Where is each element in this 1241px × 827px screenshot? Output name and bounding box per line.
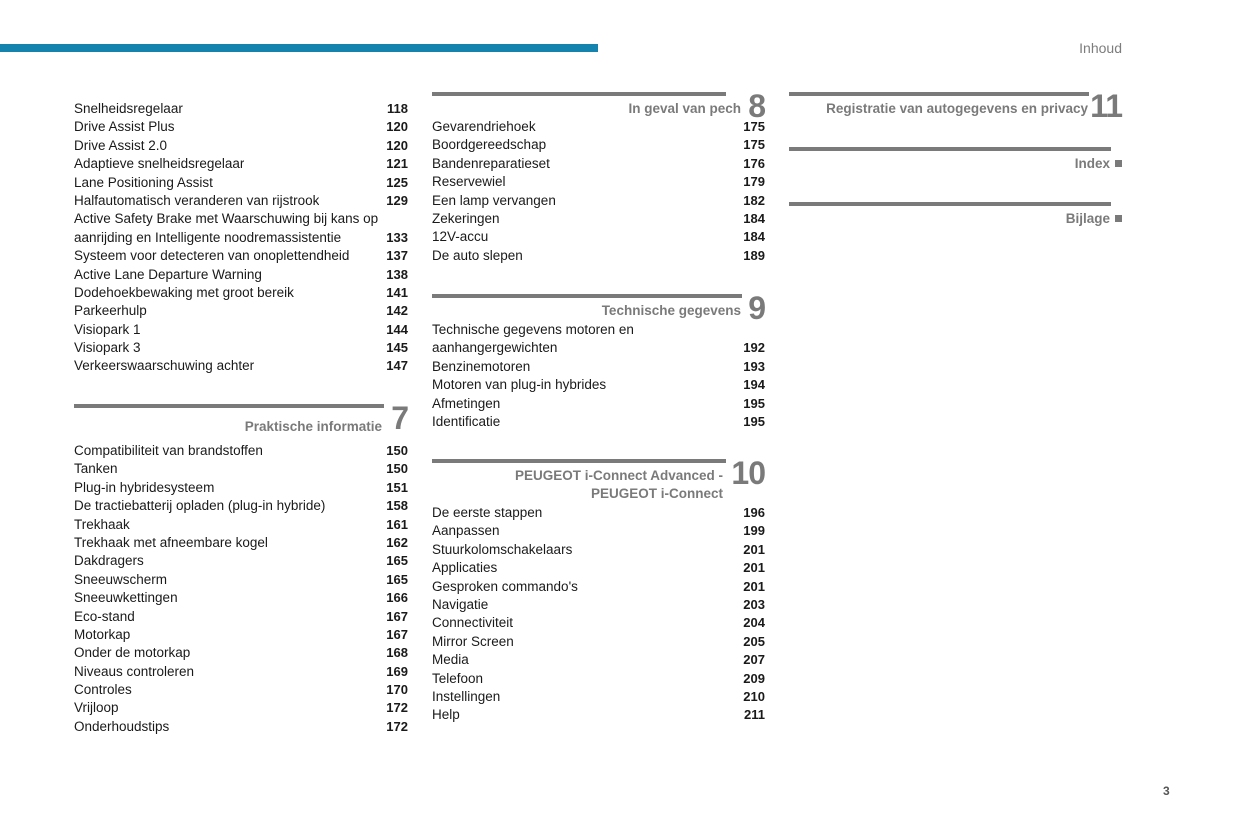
toc-entry-page: 201 xyxy=(743,541,765,557)
toc-entry-title: Media xyxy=(432,652,469,668)
section-header xyxy=(789,88,1122,130)
toc-entry-title: Motoren van plug-in hybrides xyxy=(432,377,607,393)
toc-entry-title: Technische gegevens motoren en xyxy=(432,321,634,337)
toc-section-10 xyxy=(432,455,765,725)
toc-entry-title: Dodehoekbewaking met groot bereik xyxy=(74,284,294,300)
section-title[interactable]: Registratie van autogegevens en privacy xyxy=(826,101,1088,116)
toc-entry-title: Telefoon xyxy=(432,670,484,686)
toc-entry-title: Identificatie xyxy=(432,413,501,429)
toc-entry[interactable] xyxy=(432,321,765,339)
toc-entry[interactable] xyxy=(74,284,408,302)
toc-entry-title: Motorkap xyxy=(74,626,131,642)
toc-entry-page: 196 xyxy=(743,504,765,520)
toc-entry-title: Aanpassen xyxy=(432,523,500,539)
toc-entry-title: Gesproken commando's xyxy=(432,578,578,594)
page-number: 3 xyxy=(1163,784,1170,798)
toc-entry-page: 151 xyxy=(386,479,408,495)
section-title[interactable] xyxy=(515,467,723,504)
toc-entry[interactable] xyxy=(74,118,408,136)
toc-entry-page: 170 xyxy=(386,682,408,698)
toc-entry[interactable] xyxy=(74,137,408,155)
toc-entry-page: 166 xyxy=(386,590,408,606)
toc-entry[interactable] xyxy=(74,155,408,173)
toc-entry-title: Active Lane Departure Warning xyxy=(74,266,262,282)
toc-entry[interactable] xyxy=(432,706,765,724)
section-title-line-1: PEUGEOT i-Connect Advanced - xyxy=(514,468,723,483)
section-header xyxy=(789,147,1122,185)
toc-section-11 xyxy=(789,88,1122,130)
toc-entry-title: Compatibiliteit van brandstoffen xyxy=(74,442,263,458)
section-divider xyxy=(74,404,384,408)
toc-entry-page: 207 xyxy=(743,652,765,668)
toc-entry[interactable] xyxy=(432,210,765,228)
accent-bar xyxy=(0,44,598,52)
section-number: 9 xyxy=(748,290,765,326)
toc-entry-page: 141 xyxy=(386,284,408,300)
toc-entry[interactable] xyxy=(74,442,408,460)
toc-entry-page: 211 xyxy=(744,707,765,723)
toc-entry-title: Sneeuwkettingen xyxy=(74,590,178,606)
toc-entry[interactable] xyxy=(74,663,408,681)
toc-entry[interactable] xyxy=(74,644,408,662)
toc-entry-page: 179 xyxy=(743,174,765,190)
toc-entry-title: Gevarendriehoek xyxy=(432,118,536,134)
toc-entry[interactable] xyxy=(74,626,408,644)
toc-entry[interactable] xyxy=(74,681,408,699)
toc-entry[interactable] xyxy=(74,516,408,534)
toc-entry-page: 203 xyxy=(743,596,765,612)
toc-entry[interactable] xyxy=(74,699,408,717)
section-divider xyxy=(789,147,1111,151)
toc-entry-title: Plug-in hybridesysteem xyxy=(74,479,215,495)
section-header xyxy=(432,88,765,124)
toc-entry[interactable] xyxy=(432,504,765,522)
toc-entry[interactable] xyxy=(74,534,408,552)
toc-entry-page: 142 xyxy=(386,303,408,319)
toc-entry-title: Sneeuwscherm xyxy=(74,571,168,587)
toc-entry-title: Eco-stand xyxy=(74,608,135,624)
toc-entry[interactable] xyxy=(432,173,765,191)
toc-list xyxy=(74,442,408,736)
toc-entry[interactable] xyxy=(432,578,765,596)
toc-entry-title: Een lamp vervangen xyxy=(432,192,556,208)
page-header-title: Inhoud xyxy=(1079,40,1122,56)
toc-entry-title: Verkeerswaarschuwing achter xyxy=(74,358,255,374)
toc-entry-page: 176 xyxy=(743,155,765,171)
toc-entry-page: 192 xyxy=(743,340,765,356)
toc-entry-title: Trekhaak met afneembare kogel xyxy=(74,534,268,550)
toc-entry-title: Lane Positioning Assist xyxy=(74,174,213,190)
toc-entry-page: 205 xyxy=(743,633,765,649)
toc-entry-title: Trekhaak xyxy=(74,516,130,532)
toc-entry[interactable] xyxy=(74,552,408,570)
toc-entry-page: 162 xyxy=(386,534,408,550)
toc-entry[interactable] xyxy=(74,192,408,210)
toc-entry-page: 167 xyxy=(386,626,408,642)
toc-entry-page: 184 xyxy=(743,229,765,245)
toc-entry-page: 209 xyxy=(743,670,765,686)
toc-entry[interactable] xyxy=(74,460,408,478)
toc-entry-title: Navigatie xyxy=(432,596,489,612)
toc-entry[interactable] xyxy=(432,118,765,136)
section-title[interactable]: Technische gegevens xyxy=(601,303,741,318)
toc-entry-title: Benzinemotoren xyxy=(432,358,531,374)
toc-entry[interactable] xyxy=(432,541,765,559)
toc-entry-title: Zekeringen xyxy=(432,210,500,226)
toc-entry-page: 121 xyxy=(386,156,408,172)
toc-entry-title: Boordgereedschap xyxy=(432,137,547,153)
toc-entry-title: Systeem voor detecteren van onoplettendheid xyxy=(74,248,350,264)
toc-entry-title: Onderhoudstips xyxy=(74,718,170,734)
toc-entry[interactable] xyxy=(432,413,765,431)
toc-entry[interactable] xyxy=(432,358,765,376)
toc-entry[interactable] xyxy=(432,136,765,154)
toc-entry-title: Niveaus controleren xyxy=(74,663,195,679)
toc-section-7 xyxy=(74,400,408,736)
toc-section-8 xyxy=(432,88,765,265)
toc-entry-page: 175 xyxy=(743,118,765,134)
toc-entry-page: 184 xyxy=(743,210,765,226)
toc-entry-page: 120 xyxy=(386,119,408,135)
section-header xyxy=(789,202,1122,240)
toc-entry-page: 120 xyxy=(386,137,408,153)
section-title-line-2: PEUGEOT i-Connect xyxy=(590,486,723,502)
toc-entry-page: 133 xyxy=(386,229,408,245)
section-title[interactable] xyxy=(1075,155,1122,173)
toc-entry-title: Adaptieve snelheidsregelaar xyxy=(74,156,245,172)
toc-entry-page: 168 xyxy=(386,645,408,661)
toc-entry-title: Instellingen xyxy=(432,688,501,704)
toc-entry-page: 147 xyxy=(386,358,408,374)
toc-entry-page: 158 xyxy=(386,498,408,514)
toc-entry-page: 167 xyxy=(386,608,408,624)
toc-entry-page: 169 xyxy=(386,663,408,679)
square-icon xyxy=(1115,215,1122,222)
toc-entry[interactable] xyxy=(432,522,765,540)
toc-list xyxy=(432,321,765,431)
toc-entry[interactable] xyxy=(432,395,765,413)
toc-entry[interactable] xyxy=(74,302,408,320)
toc-entry-page: 201 xyxy=(743,560,765,576)
toc-entry-title: Vrijloop xyxy=(74,700,119,716)
toc-entry-page: 194 xyxy=(743,377,765,393)
toc-entry-title: Parkeerhulp xyxy=(74,303,147,319)
toc-entry[interactable] xyxy=(432,376,765,394)
toc-entry-page: 165 xyxy=(386,571,408,587)
toc-entry[interactable] xyxy=(74,100,408,118)
toc-entry-page: 150 xyxy=(386,461,408,477)
toc-entry-title: De eerste stappen xyxy=(432,504,543,520)
square-icon xyxy=(1115,160,1122,167)
toc-entry-page: 145 xyxy=(386,340,408,356)
toc-entry-title: Halfautomatisch veranderen van rijstrook xyxy=(74,192,320,208)
toc-entry-title: Connectiviteit xyxy=(432,615,514,631)
toc-section-9 xyxy=(432,290,765,431)
toc-entry-title: Visiopark 3 xyxy=(74,340,141,356)
section-number: 7 xyxy=(391,400,408,436)
toc-entry-title: Onder de motorkap xyxy=(74,645,191,661)
toc-entry-page: 118 xyxy=(387,100,408,116)
section-header xyxy=(432,455,765,504)
toc-entry[interactable] xyxy=(74,479,408,497)
toc-entry[interactable] xyxy=(432,228,765,246)
toc-entry[interactable] xyxy=(74,339,408,357)
toc-list-driving xyxy=(74,100,408,376)
toc-entry-page: 199 xyxy=(743,523,765,539)
toc-entry-page: 210 xyxy=(743,688,765,704)
section-title[interactable] xyxy=(1066,210,1122,228)
toc-entry[interactable] xyxy=(74,497,408,515)
toc-entry[interactable] xyxy=(432,559,765,577)
toc-entry-title: Snelheidsregelaar xyxy=(74,100,183,116)
toc-entry-page: 138 xyxy=(386,266,408,282)
section-divider xyxy=(432,92,726,96)
toc-entry-title: De auto slepen xyxy=(432,247,523,263)
toc-list xyxy=(432,504,765,725)
toc-entry-title: aanrijding en Intelligente noodremassistentie xyxy=(74,229,342,245)
toc-entry-title: Controles xyxy=(74,682,132,698)
toc-entry-title: Visiopark 1 xyxy=(74,321,141,337)
section-divider xyxy=(432,294,742,298)
toc-entry-page: 129 xyxy=(386,192,408,208)
toc-entry-page: 150 xyxy=(386,442,408,458)
section-header xyxy=(432,290,765,326)
toc-entry[interactable] xyxy=(74,210,408,228)
toc-entry-page: 175 xyxy=(743,137,765,153)
toc-entry[interactable] xyxy=(74,229,408,247)
toc-entry-title: Applicaties xyxy=(432,560,498,576)
toc-entry[interactable] xyxy=(74,266,408,284)
toc-section-index xyxy=(789,147,1122,185)
toc-entry[interactable] xyxy=(74,247,408,265)
toc-entry[interactable] xyxy=(432,688,765,706)
toc-entry-page: 144 xyxy=(386,321,408,337)
toc-entry-page: 193 xyxy=(743,358,765,374)
section-title[interactable]: Praktische informatie xyxy=(244,419,382,434)
toc-entry-page: 172 xyxy=(386,718,408,734)
toc-entry[interactable] xyxy=(432,633,765,651)
appendix-label: Bijlage xyxy=(1065,211,1110,226)
toc-entry-page: 204 xyxy=(743,615,765,631)
toc-entry[interactable] xyxy=(74,608,408,626)
toc-entry[interactable] xyxy=(432,596,765,614)
section-divider xyxy=(789,92,1089,96)
section-divider xyxy=(432,459,726,463)
section-number: 11 xyxy=(1090,88,1122,124)
toc-entry-title: Afmetingen xyxy=(432,395,501,411)
section-header xyxy=(74,400,408,442)
toc-entry-page: 161 xyxy=(386,516,408,532)
toc-entry[interactable] xyxy=(74,589,408,607)
toc-entry-title: Drive Assist Plus xyxy=(74,119,175,135)
toc-entry-title: Active Safety Brake met Waarschuwing bij kans op xyxy=(74,211,379,227)
toc-entry-title: Tanken xyxy=(74,461,118,477)
toc-entry-page: 195 xyxy=(743,395,765,411)
toc-entry[interactable] xyxy=(74,718,408,736)
index-label: Index xyxy=(1074,156,1110,171)
toc-entry-page: 182 xyxy=(743,192,765,208)
toc-entry-title: Dakdragers xyxy=(74,553,144,569)
toc-entry[interactable] xyxy=(74,357,408,375)
toc-entry-title: Help xyxy=(432,707,460,723)
toc-entry-page: 189 xyxy=(743,247,765,263)
toc-entry-title: Reservewiel xyxy=(432,174,506,190)
toc-entry[interactable] xyxy=(432,339,765,357)
toc-entry[interactable] xyxy=(74,571,408,589)
toc-list xyxy=(432,118,765,265)
toc-entry[interactable] xyxy=(432,192,765,210)
toc-entry-page: 201 xyxy=(743,578,765,594)
toc-section-appendix xyxy=(789,202,1122,240)
toc-entry[interactable] xyxy=(432,614,765,632)
toc-entry[interactable] xyxy=(432,651,765,669)
toc-entry-page: 165 xyxy=(386,553,408,569)
toc-entry-title: Stuurkolomschakelaars xyxy=(432,541,573,557)
toc-entry-title: 12V-accu xyxy=(432,229,489,245)
toc-entry-title: Bandenreparatieset xyxy=(432,155,550,171)
toc-entry-title: Mirror Screen xyxy=(432,633,514,649)
section-number: 10 xyxy=(731,455,765,491)
section-number: 8 xyxy=(748,88,765,124)
toc-entry[interactable] xyxy=(74,321,408,339)
toc-entry-page: 195 xyxy=(743,413,765,429)
toc-entry-title: aanhangergewichten xyxy=(432,340,558,356)
toc-entry[interactable] xyxy=(432,155,765,173)
toc-entry[interactable] xyxy=(432,670,765,688)
section-divider xyxy=(789,202,1111,206)
toc-entry[interactable] xyxy=(432,247,765,265)
section-title[interactable]: In geval van pech xyxy=(628,101,741,116)
toc-entry-page: 125 xyxy=(386,174,408,190)
toc-entry-title: De tractiebatterij opladen (plug-in hybride) xyxy=(74,498,326,514)
toc-entry-page: 137 xyxy=(386,248,408,264)
toc-entry-page: 172 xyxy=(386,700,408,716)
toc-entry[interactable] xyxy=(74,174,408,192)
toc-entry-title: Drive Assist 2.0 xyxy=(74,137,168,153)
